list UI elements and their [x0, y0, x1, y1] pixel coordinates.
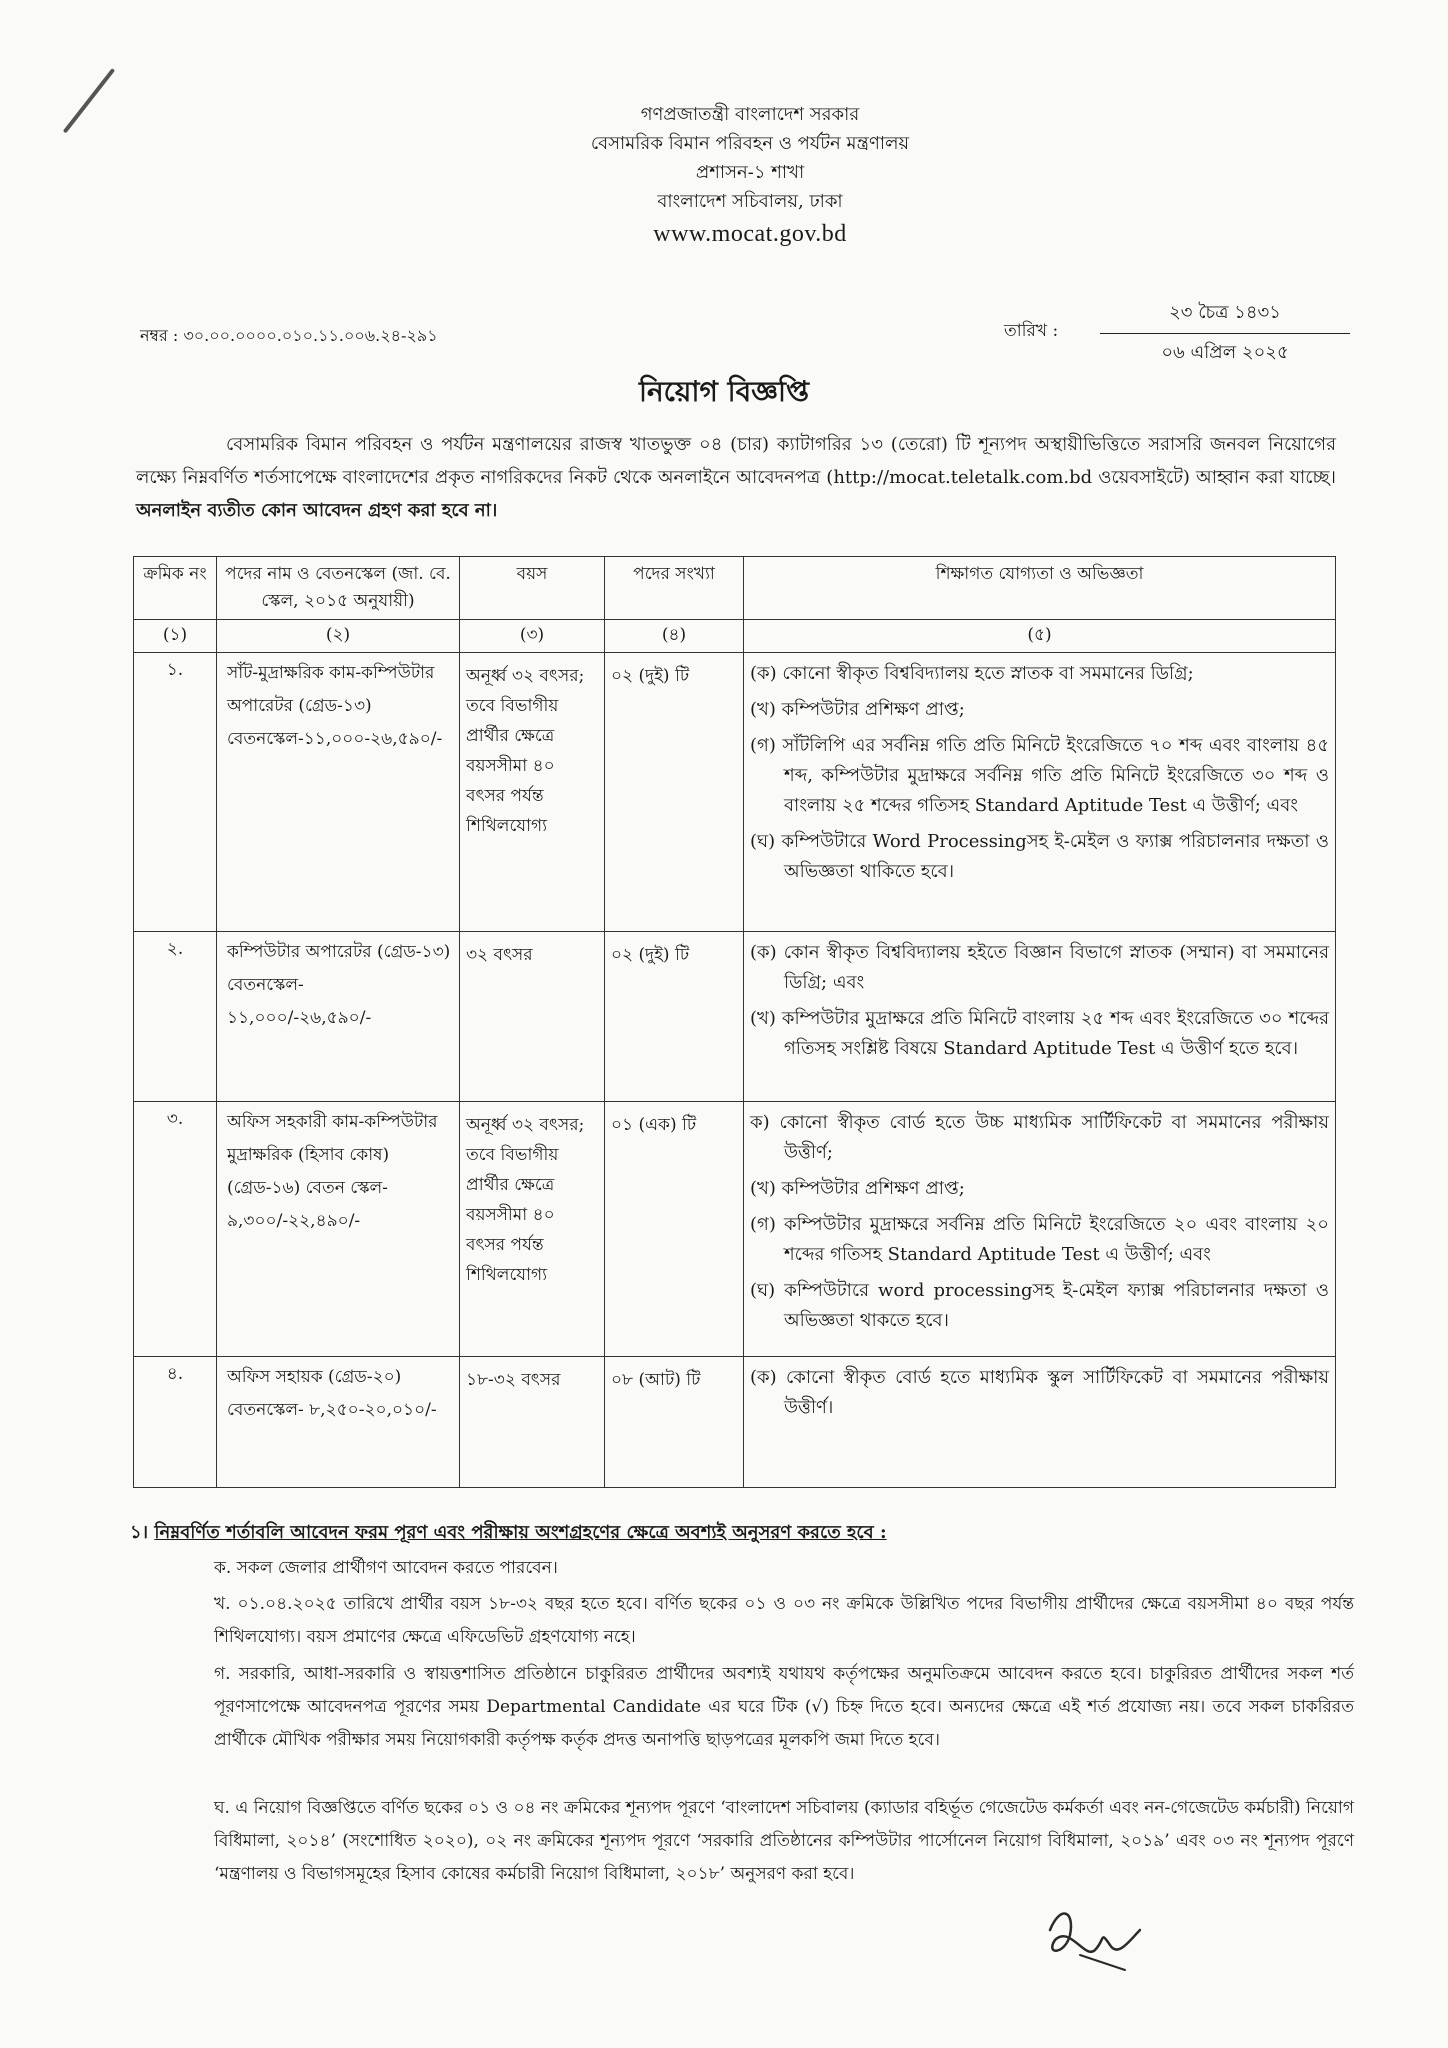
intro-text: বেসামরিক বিমান পরিবহন ও পর্যটন মন্ত্রণালয়ের রাজস্ব খাতভুক্ত ০৪ (চার) ক্যাটাগরির ১৩ (তেরো) টি শূন্যপদ অস্থায়ীভিত্তিতে সরাসরি জনবল নিয়োগের লক্ষ্যে নিম্নবর্ণিত শর্তসাপেক্ষে বাংলাদেশের প্রকৃত নাগরিকদের নিকট থেকে অনলাইনে আবেদনপত্র (http://mocat.teletalk.com.bd ওয়েবসাইটে) আহ্বান করা যাচ্ছে। — [136, 434, 1336, 488]
intro-bold-note: অনলাইন ব্যতীত কোন আবেদন গ্রহণ করা হবে না। — [136, 500, 498, 521]
memo-number: নম্বর : ৩০.০০.০০০০.০১০.১১.০০৬.২৪-২৯১ — [140, 326, 438, 345]
col-header-age: বয়স — [460, 557, 605, 620]
date-block — [1100, 298, 1350, 369]
gov-name: গণপ্রজাতন্ত্রী বাংলাদেশ সরকার — [640, 104, 860, 125]
table-row — [134, 1102, 1336, 1357]
row-post: অফিস সহকারী কাম-কম্পিউটার মুদ্রাক্ষরিক (হিসাব কোষ) (গ্রেড-১৬) বেতন স্কেল- ৯,৩০০/-২২,৪৯০/- — [217, 1102, 460, 1357]
table-row — [134, 932, 1336, 1102]
row-count: ০২ (দুই) টি — [605, 932, 744, 1102]
qualification-item: (গ) সাঁটলিপি এর সর্বনিম্ন গতি প্রতি মিনিটে ইংরেজিতে ৭০ শব্দ এবং বাংলায় ৪৫ শব্দ, কম্পিউটার মুদ্রাক্ষরে সর্বনিম্ন গতি প্রতি মিনিটে ইংরেজিতে ৩০ শব্দ ও বাংলায় ২৫ শব্দের গতিসহ Standard Aptitude Test এ উত্তীর্ণ; এবং — [750, 735, 1329, 816]
row-qualification — [744, 932, 1336, 1102]
row-age: অনূর্ধ্ব ৩২ বৎসর; তবে বিভাগীয় প্রার্থীর ক্ষেত্রে বয়সসীমা ৪০ বৎসর পর্যন্ত শিথিলযোগ্য — [460, 1102, 605, 1357]
qualification-item: (খ) কম্পিউটার মুদ্রাক্ষরে প্রতি মিনিটে বাংলায় ২৫ শব্দ এবং ইংরেজিতে ৩০ শব্দের গতিসহ সংশ্লিষ্ট বিষয়ে Standard Aptitude Test এ উত্তীর্ণ হতে হবে। — [750, 1008, 1329, 1059]
row-age: ৩২ বৎসর — [460, 932, 605, 1102]
conditions-number: ১। — [130, 1522, 149, 1543]
row-qualification — [744, 1357, 1336, 1488]
condition-item: ঘ. এ নিয়োগ বিজ্ঞপ্তিতে বর্ণিত ছকের ০১ ও ০৪ নং ক্রমিকের শূন্যপদ পূরণে ‘বাংলাদেশ সচিবালয় (ক্যাডার বহির্ভূত গেজেটেড কর্মকর্তা এবং নন-গেজেটেড কর্মচারী) নিয়োগ বিধিমালা, ২০১৪’ (সংশোধিত ২০২০), ০২ নং ক্রমিকের শূন্যপদ পূরণে ‘সরকারি প্রতিষ্ঠানের কম্পিউটার পার্সোনেল নিয়োগ বিধিমালা, ২০১৯’ এবং ০৩ নং শূন্যপদ পূরণে ‘মন্ত্রণালয় ও বিভাগসমূহের হিসাব কোষের কর্মচারী নিয়োগ বিধিমালা, ২০১৮’ অনুসরণ করা হবে। — [214, 1798, 1354, 1884]
vacancy-table — [133, 556, 1336, 1488]
col-number: (৫) — [744, 620, 1336, 653]
row-qualification — [744, 653, 1336, 932]
condition-item: খ. ০১.০৪.২০২৫ তারিখে প্রার্থীর বয়স ১৮-৩২ বছর হতে হবে। বর্ণিত ছকের ০১ ও ০৩ নং ক্রমিকে উল্লিখিত পদের বিভাগীয় প্রার্থীদের ক্ষেত্রে বয়সসীমা ৪০ বছর পর্যন্ত শিথিলযোগ্য। বয়স প্রমাণের ক্ষেত্রে এফিডেভিট গ্রহণযোগ্য নহে। — [214, 1594, 1354, 1647]
qualification-item: (ক) কোনো স্বীকৃত বোর্ড হতে মাধ্যমিক স্কুল সার্টিফিকেট বা সমমানের পরীক্ষায় উত্তীর্ণ। — [750, 1367, 1329, 1418]
row-serial: ২. — [134, 932, 217, 1102]
qualification-item: (ক) কোন স্বীকৃত বিশ্ববিদ্যালয় হইতে বিজ্ঞান বিভাগে স্নাতক (সম্মান) বা সমমানের ডিগ্রি; এবং — [750, 942, 1329, 993]
row-serial: ৪. — [134, 1357, 217, 1488]
qualification-item: (গ) কম্পিউটার মুদ্রাক্ষরে সর্বনিম্ন প্রতি মিনিটে ইংরেজিতে ২০ এবং বাংলায় ২০ শব্দের গতিসহ Standard Aptitude Test এ উত্তীর্ণ; এবং — [750, 1214, 1329, 1265]
col-header-post: পদের নাম ও বেতনস্কেল (জা. বে. স্কেল, ২০১৫ অনুযায়ী) — [217, 557, 460, 620]
row-serial: ১. — [134, 653, 217, 932]
qualification-item: (ক) কোনো স্বীকৃত বিশ্ববিদ্যালয় হতে স্নাতক বা সমমানের ডিগ্রি; — [750, 663, 1194, 684]
col-header-count: পদের সংখ্যা — [605, 557, 744, 620]
qualification-item: (খ) কম্পিউটার প্রশিক্ষণ প্রাপ্ত; — [750, 699, 965, 720]
col-number: (১) — [134, 620, 217, 653]
letterhead — [500, 100, 1000, 249]
qualification-item: (ঘ) কম্পিউটারে word processingসহ ই-মেইল ফ্যাক্স পরিচালনার দক্ষতা ও অভিজ্ঞতা থাকতে হবে। — [750, 1280, 1329, 1331]
website-link[interactable]: www.mocat.gov.bd — [653, 221, 847, 247]
table-row — [134, 1357, 1336, 1488]
date-bangla: ২৩ চৈত্র ১৪৩১ — [1100, 298, 1350, 334]
notice-title: নিয়োগ বিজ্ঞপ্তি — [638, 375, 810, 408]
row-post: সাঁট-মুদ্রাক্ষরিক কাম-কম্পিউটার অপারেটর (গ্রেড-১৩) বেতনস্কেল-১১,০০০-২৬,৫৯০/- — [217, 653, 460, 932]
qualification-item: ক) কোনো স্বীকৃত বোর্ড হতে উচ্চ মাধ্যমিক সার্টিফিকেট বা সমমানের পরীক্ষায় উত্তীর্ণ; — [750, 1112, 1329, 1163]
row-qualification — [744, 1102, 1336, 1357]
conditions-heading — [130, 1518, 887, 1549]
col-number: (৪) — [605, 620, 744, 653]
condition-item: গ. সরকারি, আধা-সরকারি ও স্বায়ত্তশাসিত প্রতিষ্ঠানে চাকুরিরত প্রার্থীদের অবশ্যই যথাযথ কর্তৃপক্ষের অনুমতিক্রমে আবেদন করতে হবে। চাকুরিরত প্রার্থীদের সকল শর্ত পূরণসাপেক্ষে আবেদনপত্র পূরণের সময় Departmental Candidate এর ঘরে টিক (√) চিহ্ন দিতে হবে। অন্যদের ক্ষেত্রে এই শর্ত প্রযোজ্য নয়। তবে সকল চাকরিরত প্রার্থীকে মৌখিক পরীক্ষার সময় নিয়োগকারী কর্তৃপক্ষ কর্তৃক প্রদত্ত অনাপত্তি ছাড়পত্রের মূলকপি জমা দিতে হবে। — [214, 1664, 1354, 1750]
condition-item: ক. সকল জেলার প্রার্থীগণ আবেদন করতে পারবেন। — [214, 1558, 558, 1578]
row-post: কম্পিউটার অপারেটর (গ্রেড-১৩) বেতনস্কেল- ১১,০০০/-২৬,৫৯০/- — [217, 932, 460, 1102]
qualification-item: (খ) কম্পিউটার প্রশিক্ষণ প্রাপ্ত; — [750, 1178, 965, 1199]
pen-mark — [63, 68, 115, 134]
row-count: ০২ (দুই) টি — [605, 653, 744, 932]
col-number: (২) — [217, 620, 460, 653]
date-english: ০৬ এপ্রিল ২০২৫ — [1161, 342, 1289, 363]
intro-paragraph — [136, 428, 1336, 527]
signature-mark — [1040, 1900, 1150, 1980]
row-age: অনূর্ধ্ব ৩২ বৎসর; তবে বিভাগীয় প্রার্থীর ক্ষেত্রে বয়সসীমা ৪০ বৎসর পর্যন্ত শিথিলযোগ্য — [460, 653, 605, 932]
row-post: অফিস সহায়ক (গ্রেড-২০) বেতনস্কেল- ৮,২৫০-২০,০১০/- — [217, 1357, 460, 1488]
table-header-row — [134, 557, 1336, 620]
row-count: ০৮ (আট) টি — [605, 1357, 744, 1488]
table-row — [134, 653, 1336, 932]
qualification-item: (ঘ) কম্পিউটারে Word Processingসহ ই-মেইল ও ফ্যাক্স পরিচালনার দক্ষতা ও অভিজ্ঞতা থাকিতে হবে। — [750, 831, 1329, 882]
conditions-title: নিম্নবর্ণিত শর্তাবলি আবেদন ফরম পূরণ এবং পরীক্ষায় অংশগ্রহণের ক্ষেত্রে অবশ্যই অনুসরণ করতে হবে : — [154, 1522, 887, 1543]
ministry-name: বেসামরিক বিমান পরিবহন ও পর্যটন মন্ত্রণালয় — [590, 133, 910, 154]
row-age: ১৮-৩২ বৎসর — [460, 1357, 605, 1488]
col-header-qualification: শিক্ষাগত যোগ্যতা ও অভিজ্ঞতা — [744, 557, 1336, 620]
column-number-row — [134, 620, 1336, 653]
office-location: বাংলাদেশ সচিবালয়, ঢাকা — [657, 191, 843, 212]
col-header-serial: ক্রমিক নং — [134, 557, 217, 620]
section-name: প্রশাসন-১ শাখা — [695, 162, 805, 183]
row-serial: ৩. — [134, 1102, 217, 1357]
row-count: ০১ (এক) টি — [605, 1102, 744, 1357]
col-number: (৩) — [460, 620, 605, 653]
date-label: তারিখ : — [1004, 321, 1059, 341]
